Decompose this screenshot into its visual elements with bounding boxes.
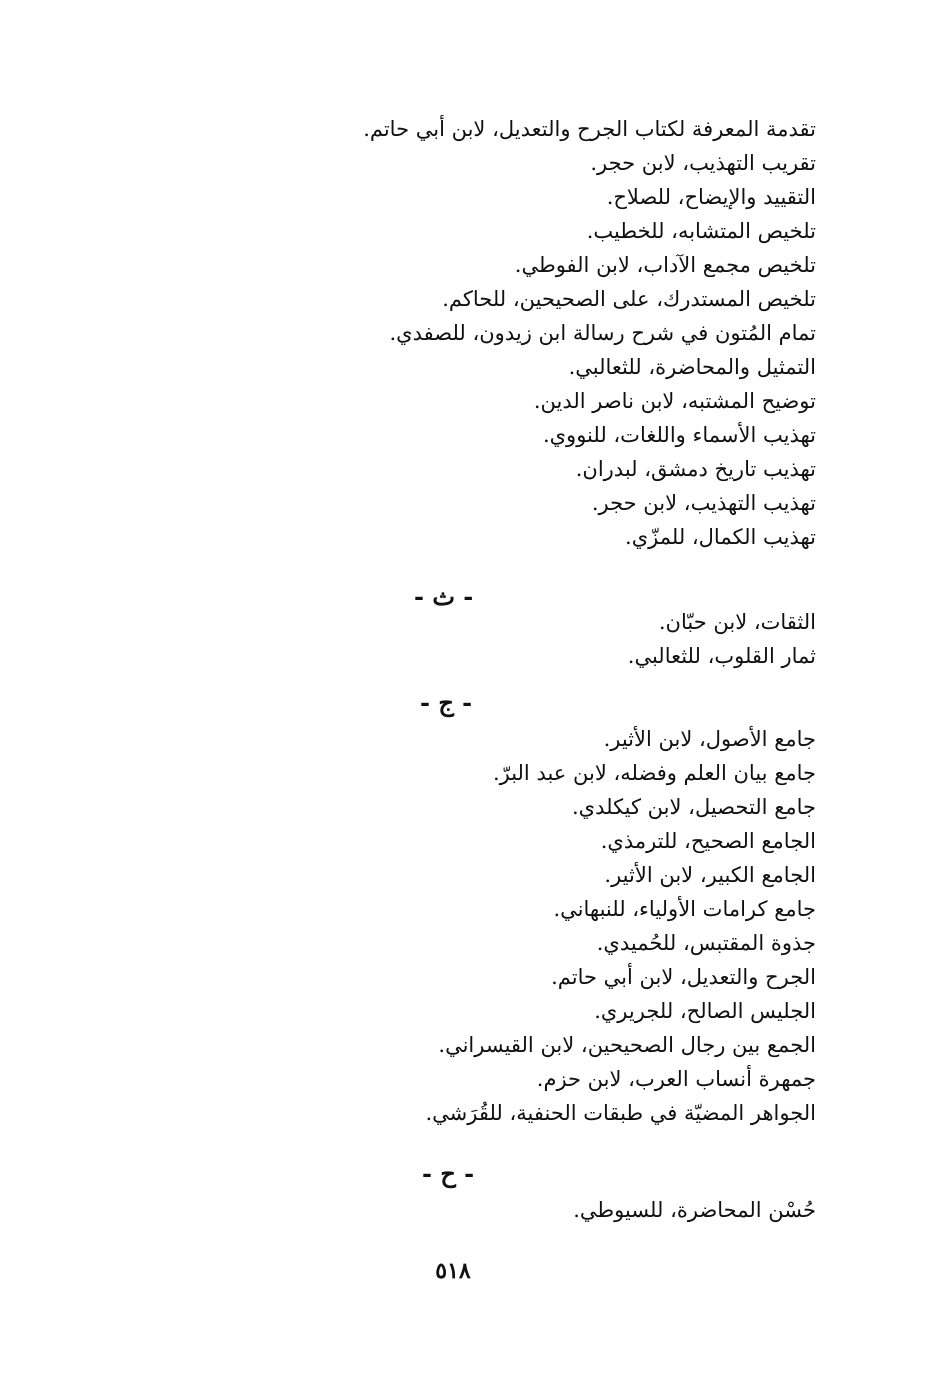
list-item: جامع التحصيل، لابن كيكلدي. (571, 795, 816, 819)
list-item: تلخيص المتشابه، للخطيب. (586, 219, 816, 243)
list-item: جامع الأصول، لابن الأثير. (603, 727, 816, 751)
section-heading-ha: - ح - (422, 1159, 475, 1188)
list-item: التقييد والإيضاح، للصلاح. (606, 185, 816, 209)
list-item: ثمار القلوب، للثعالبي. (627, 644, 816, 668)
list-item: تهذيب الكمال، للمزّي. (625, 525, 816, 549)
list-item: تهذيب تاريخ دمشق، لبدران. (575, 457, 816, 481)
list-item: الجواهر المضيّة في طبقات الحنفية، للقُرَشي. (425, 1101, 816, 1125)
entry-list-tha (296, 605, 816, 673)
section-heading-tha: - ث - (414, 582, 474, 611)
list-item: الجامع الكبير، لابن الأثير. (604, 863, 816, 887)
list-item: جامع بيان العلم وفضله، لابن عبد البرّ. (492, 761, 816, 785)
list-item: جذوة المقتبس، للحُميدي. (596, 931, 816, 955)
list-item: الجمع بين رجال الصحيحين، لابن القيسراني. (438, 1033, 816, 1057)
entry-list-ha (296, 1193, 816, 1227)
list-item: تقريب التهذيب، لابن حجر. (590, 151, 816, 175)
list-item: الثقات، لابن حبّان. (658, 610, 816, 634)
list-item: جامع كرامات الأولياء، للنبهاني. (553, 897, 816, 921)
entry-list-ta (296, 112, 816, 554)
list-item: تلخيص المستدرك، على الصحيحين، للحاكم. (442, 287, 816, 311)
entry-list-jim (296, 722, 816, 1130)
list-item: جمهرة أنساب العرب، لابن حزم. (536, 1067, 816, 1091)
list-item: تمام المُتون في شرح رسالة ابن زيدون، للصفدي. (389, 321, 816, 345)
list-item: توضيح المشتبه، لابن ناصر الدين. (533, 389, 816, 413)
list-item: حُسْن المحاضرة، للسيوطي. (573, 1198, 816, 1222)
list-item: تلخيص مجمع الآداب، لابن الفوطي. (514, 253, 816, 277)
list-item: تقدمة المعرفة لكتاب الجرح والتعديل، لابن أبي حاتم. (363, 117, 816, 141)
list-item: الجامع الصحيح، للترمذي. (600, 829, 816, 853)
page-number: ٥١٨ (435, 1258, 471, 1284)
list-item: الجليس الصالح، للجريري. (594, 999, 816, 1023)
list-item: تهذيب التهذيب، لابن حجر. (591, 491, 816, 515)
list-item: الجرح والتعديل، لابن أبي حاتم. (551, 965, 816, 989)
list-item: التمثيل والمحاضرة، للثعالبي. (568, 355, 816, 379)
list-item: تهذيب الأسماء واللغات، للنووي. (542, 423, 816, 447)
section-heading-jim: - ج - (420, 688, 473, 717)
